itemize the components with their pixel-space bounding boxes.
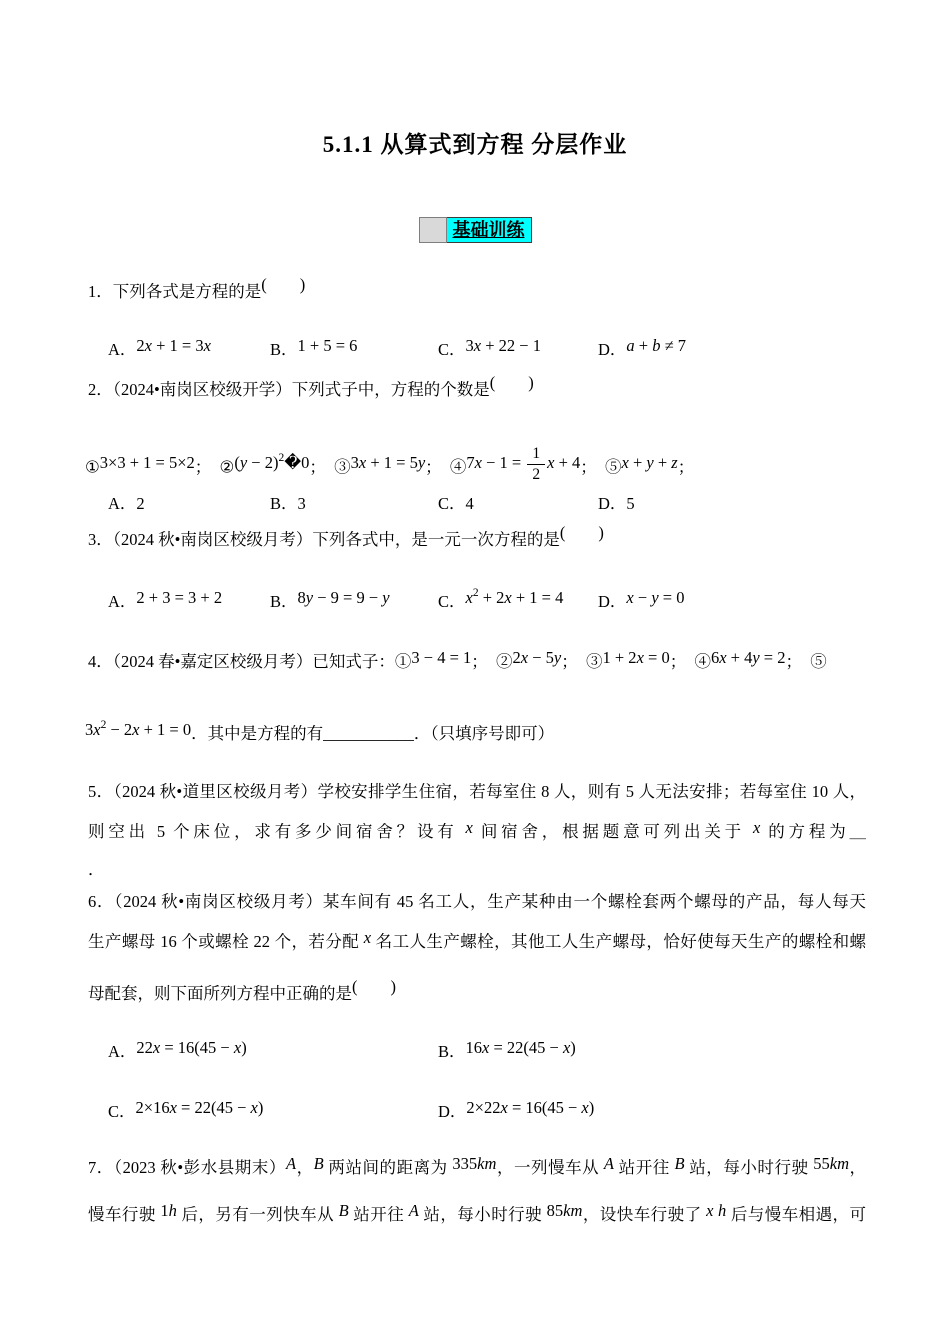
text-run: A． (108, 1042, 137, 1061)
text-run: 名工人生产螺栓，其他工人生产螺母，恰好使每天生产的螺栓和螺 (371, 932, 867, 951)
math-run: x (752, 818, 761, 837)
math-run: x + 4 (547, 453, 581, 473)
answer-paren: ( ) (559, 523, 604, 542)
text-run: 站开往 (348, 1205, 409, 1224)
math-run: A (285, 1154, 297, 1173)
math-run: A (603, 1154, 614, 1173)
text-run: 慢车行驶 (88, 1205, 161, 1224)
text-run: 后与慢车相遇，可 (726, 1205, 867, 1224)
math-run: 8y − 9 = 9 − y (297, 588, 390, 607)
math-run: 335km (452, 1154, 497, 1173)
math-run: 3x + 1 = 5y (350, 453, 426, 473)
q3-stem (88, 523, 866, 552)
math-run: x − y = 0 (626, 588, 685, 607)
option (438, 1100, 866, 1124)
text-run: ； ⑤ (785, 652, 827, 671)
text-run: 后，另有一列快车从 (176, 1205, 339, 1224)
text-run: ； (580, 457, 606, 477)
math-run: 6x + 4y = 2 (710, 648, 786, 667)
text-run: 则空出 5 个床位，求有多少间宿舍？设有 (88, 822, 466, 841)
option (598, 338, 866, 362)
text-run: C． (438, 592, 466, 611)
text-run: ； (425, 457, 450, 477)
math-run: 3×3 + 1 = 5×2 (99, 453, 195, 473)
text-run: D． (438, 1102, 467, 1121)
q5-line3 (88, 858, 866, 882)
superscript: 2 (278, 452, 285, 465)
answer-paren: ( ) (489, 373, 534, 392)
math-run: 85km (546, 1201, 583, 1220)
text-run: 的方程为＿ (760, 822, 867, 841)
q6-options-row1 (108, 1040, 866, 1064)
text-run: 2．（2024•南岗区校级开学）下列式子中，方程的个数是 (88, 380, 490, 399)
math-run: 2×22x = 16(45 − x) (466, 1098, 595, 1117)
math-run: 1 + 5 = 6 (297, 336, 358, 355)
text-run: C． (438, 340, 466, 359)
math-run: �0 (284, 453, 310, 473)
option (108, 492, 270, 516)
text-run: 两站间的距离为 (323, 1158, 453, 1177)
text-run: ① (85, 457, 100, 477)
text-run: D． (598, 340, 627, 359)
math-run: x (363, 928, 372, 947)
text-run: D． (598, 592, 627, 611)
q5-line2 (88, 820, 866, 844)
text-run: ．（只填序号即可） (413, 724, 555, 743)
text-run: C． (108, 1102, 136, 1121)
text-run: ； (677, 457, 695, 477)
option (108, 590, 270, 616)
math-run: 1h (160, 1201, 177, 1220)
superscript: 2 (472, 587, 479, 599)
superscript: 2 (100, 719, 107, 731)
q4-line1 (88, 650, 866, 674)
text-run: 7．（2023 秋•彭水县期末） (88, 1158, 286, 1177)
text-run: B． (270, 340, 298, 359)
text-run: ，一列慢车从 (496, 1158, 604, 1177)
text-run: C．4 (438, 494, 474, 513)
q4-line2 (85, 719, 863, 748)
q5-line1 (88, 780, 866, 804)
q1-stem (88, 275, 866, 304)
option (270, 590, 438, 616)
text-run: ； ④ (669, 652, 711, 671)
math-run: x h (706, 1201, 727, 1220)
text-run: 母配套，则下面所列方程中正确的是 (88, 984, 352, 1003)
math-run: B (338, 1201, 349, 1220)
text-run: 站，每小时行驶 (684, 1158, 814, 1177)
text-run: D．5 (598, 494, 635, 513)
text-run: B．3 (270, 494, 306, 513)
text-run: 4．（2024 春•嘉定区校级月考）已知式子：① (88, 652, 412, 671)
fraction-denominator: 2 (532, 466, 541, 483)
math-run: 3x (85, 720, 101, 739)
text-run: ③ (334, 457, 351, 477)
option (438, 1040, 866, 1064)
math-run: 3x + 22 − 1 (465, 336, 541, 355)
q1-options (108, 338, 866, 362)
text-run: ． (88, 860, 105, 879)
math-run: 2×16x = 22(45 − x) (135, 1098, 264, 1117)
math-run: 2x − 5y (512, 648, 562, 667)
option (108, 338, 270, 362)
text-run: ② (219, 457, 235, 477)
text-run: A． (108, 340, 137, 359)
math-run: + 2x + 1 = 4 (478, 588, 564, 607)
math-run: 3 − 4 = 1 (411, 648, 472, 667)
text-run: B． (438, 1042, 466, 1061)
math-run: − 2x + 1 = 0 (106, 720, 192, 739)
math-run: 2 + 3 = 3 + 2 (136, 588, 223, 607)
math-run: 16x = 22(45 − x) (465, 1038, 576, 1057)
math-run: A (408, 1201, 419, 1220)
text-run: ．其中是方程的有 (191, 724, 324, 743)
math-run: a + b ≠ 7 (626, 336, 687, 355)
math-run: (y − 2) (234, 453, 279, 473)
math-run: 1 + 2x = 0 (602, 648, 670, 667)
math-run: B (313, 1154, 324, 1173)
q6-line3 (88, 977, 866, 1006)
text-run: ，设快车行驶了 (582, 1205, 707, 1224)
q2-stem (88, 373, 866, 402)
text-run: A．2 (108, 494, 145, 513)
option (598, 492, 866, 516)
option (270, 338, 438, 362)
text-run: 3．（2024 秋•南岗区校级月考）下列各式中，是一元一次方程的是 (88, 530, 560, 549)
math-run: x + y + z (621, 453, 678, 473)
q7-line1 (88, 1156, 866, 1180)
text-run: ； ③ (561, 652, 603, 671)
badge-gray-box-icon (419, 217, 447, 243)
q2-items (85, 445, 863, 489)
text-run: 站开往 (614, 1158, 675, 1177)
math-run: 55km (813, 1154, 849, 1173)
math-run: 22x = 16(45 − x) (136, 1038, 247, 1057)
text-run: B． (270, 592, 298, 611)
q6-line2 (88, 930, 866, 954)
option (598, 590, 866, 616)
badge-label: 基础训练 (447, 217, 532, 243)
math-run: x (465, 588, 473, 607)
page-title: 5.1.1 从算式到方程 分层作业 (322, 132, 628, 157)
q2-options (108, 492, 866, 516)
text-run: ， (296, 1158, 314, 1177)
blank-line: ___________ (323, 724, 414, 743)
text-run: ； ② (471, 652, 513, 671)
text-run: ， (849, 1158, 867, 1177)
text-run: 间宿舍，根据题意可列出关于 (472, 822, 753, 841)
math-run: x (465, 818, 473, 837)
text-run: ④ (449, 457, 467, 477)
q3-options (108, 587, 866, 616)
text-run: 生产螺母 16 个或螺栓 22 个，若分配 (88, 932, 364, 951)
q7-line2 (88, 1203, 866, 1227)
math-run: 7x − 1 = (466, 453, 526, 473)
math-run: B (674, 1154, 685, 1173)
text-run: ⑤ (605, 457, 622, 477)
q6-line1 (88, 890, 866, 914)
option (108, 1040, 438, 1064)
q6-options-row2 (108, 1100, 866, 1124)
text-run: A． (108, 592, 137, 611)
text-run: ； (309, 457, 335, 477)
text-run: 6．（2024 秋•南岗区校级月考）某车间有 45 名工人，生产某种由一个螺栓套两个螺母的产品，每人每天 (88, 892, 866, 911)
math-run: 2x + 1 = 3x (136, 336, 211, 355)
text-run: 站，每小时行驶 (418, 1205, 547, 1224)
fraction-numerator: 1 (527, 444, 545, 465)
section-badge (0, 217, 950, 243)
option (438, 492, 598, 516)
answer-paren: ( ) (352, 977, 396, 996)
text-run: 5．（2024 秋•道里区校级月考）学校安排学生住宿，若每室住 8 人，则有 5 人无法安排；若每室住 10 人， (88, 782, 866, 801)
text-run: ； (194, 457, 220, 477)
option (438, 338, 598, 362)
text-run: 1．下列各式是方程的是 (88, 282, 262, 301)
option (438, 587, 598, 616)
option (108, 1100, 438, 1124)
fraction (527, 444, 545, 485)
answer-paren: ( ) (261, 275, 306, 294)
option (270, 492, 438, 516)
